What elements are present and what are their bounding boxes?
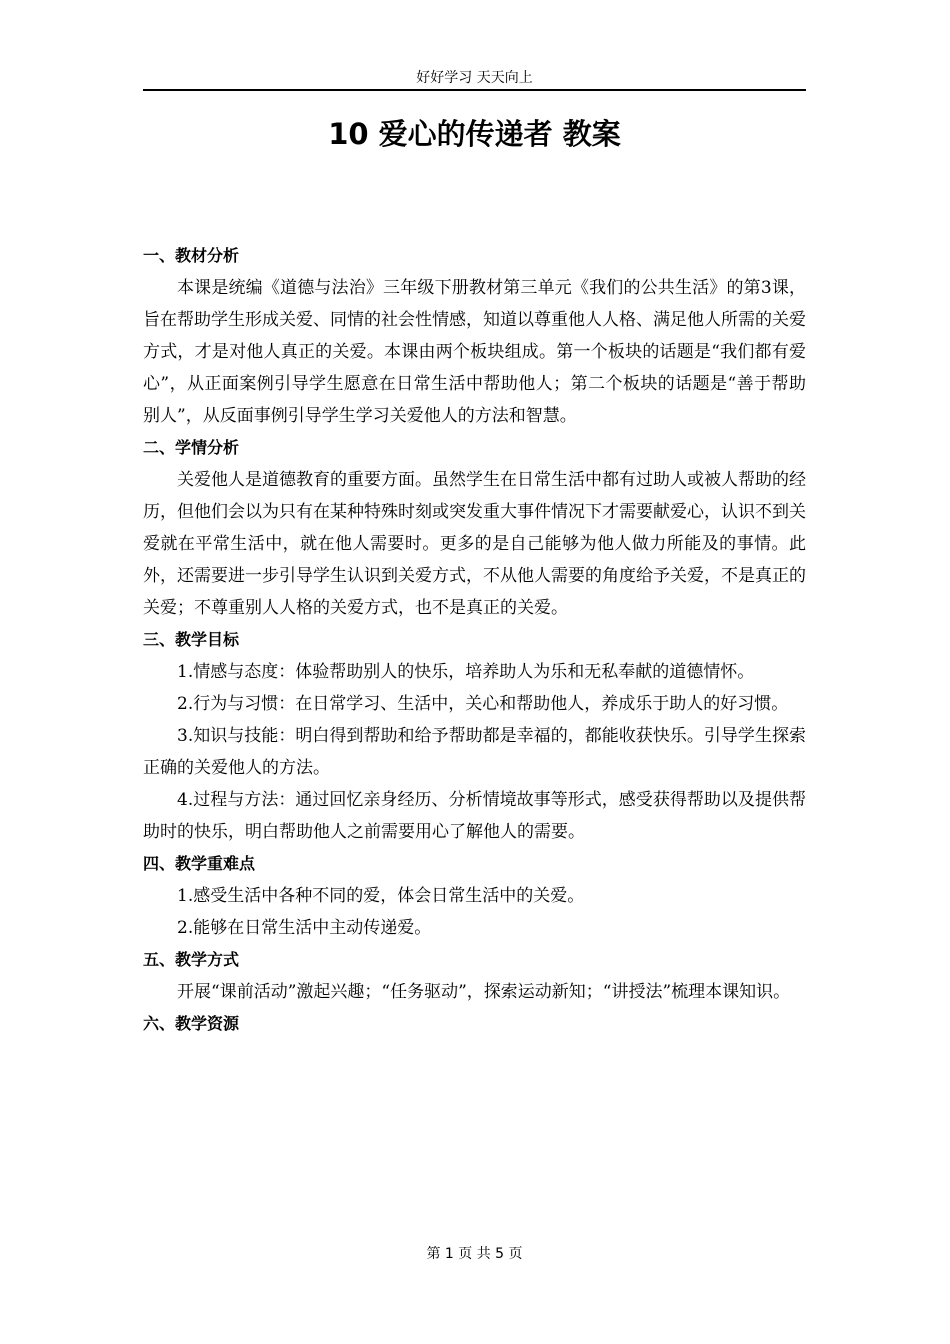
section-teaching-goals: [143, 624, 806, 848]
document-title: 10 爱心的传递者 教案: [328, 117, 621, 151]
key-point-item: 1.感受生活中各种不同的爱，体会日常生活中的关爱。: [177, 886, 585, 906]
page-footer: 第 1 页 共 5 页: [426, 1246, 523, 1262]
section-textbook-analysis: [143, 240, 806, 432]
section-heading: 三、教学目标: [143, 630, 240, 649]
section-heading: 六、教学资源: [143, 1014, 240, 1033]
section-heading: 五、教学方式: [143, 950, 240, 969]
section-heading: 四、教学重难点: [143, 854, 256, 873]
goal-item: 1.情感与态度：体验帮助别人的快乐，培养助人为乐和无私奉献的道德情怀。: [177, 662, 755, 682]
section-heading: 一、教材分析: [143, 246, 240, 265]
document-body: [143, 240, 806, 1040]
section-teaching-resources: [143, 1008, 806, 1040]
section-paragraph: 开展“课前活动”激起兴趣；“任务驱动”，探索运动新知；“讲授法”梳理本课知识。: [177, 982, 791, 1002]
goal-item: 4.过程与方法：通过回忆亲身经历、分析情境故事等形式，感受获得帮助以及提供帮助时的快乐，明白帮助他人之前需要用心了解他人的需要。: [143, 790, 806, 842]
section-paragraph: 关爱他人是道德教育的重要方面。虽然学生在日常生活中都有过助人或被人帮助的经历，但他们会以为只有在某种特殊时刻或突发重大事件情况下才需要献爱心，认识不到关爱就在平常生活中，就在他人需要时。更多的是自己能够为他人做力所能及的事情。此外，还需要进一步引导学生认识到关爱方式，不从他人需要的角度给予关爱，不是真正的关爱；不尊重别人人格的关爱方式，也不是真正的关爱。: [143, 470, 806, 618]
key-point-item: 2.能够在日常生活中主动传递爱。: [177, 918, 432, 938]
goal-item: 2.行为与习惯：在日常学习、生活中，关心和帮助他人，养成乐于助人的好习惯。: [177, 694, 789, 714]
section-heading: 二、学情分析: [143, 438, 240, 457]
section-paragraph: 本课是统编《道德与法治》三年级下册教材第三单元《我们的公共生活》的第3课，旨在帮助学生形成关爱、同情的社会性情感，知道以尊重他人人格、满足他人所需的关爱方式，才是对他人真正的关爱。本课由两个板块组成。第一个板块的话题是“我们都有爱心”，从正面案例引导学生愿意在日常生活中帮助他人；第二个板块的话题是“善于帮助别人”，从反面事例引导学生学习关爱他人的方法和智慧。: [143, 278, 806, 426]
page-header: 好好学习 天天向上: [143, 68, 806, 91]
section-teaching-methods: [143, 944, 806, 1008]
section-key-points: [143, 848, 806, 944]
goal-item: 3.知识与技能：明白得到帮助和给予帮助都是幸福的，都能收获快乐。引导学生探索正确的关爱他人的方法。: [143, 726, 806, 778]
section-student-analysis: [143, 432, 806, 624]
